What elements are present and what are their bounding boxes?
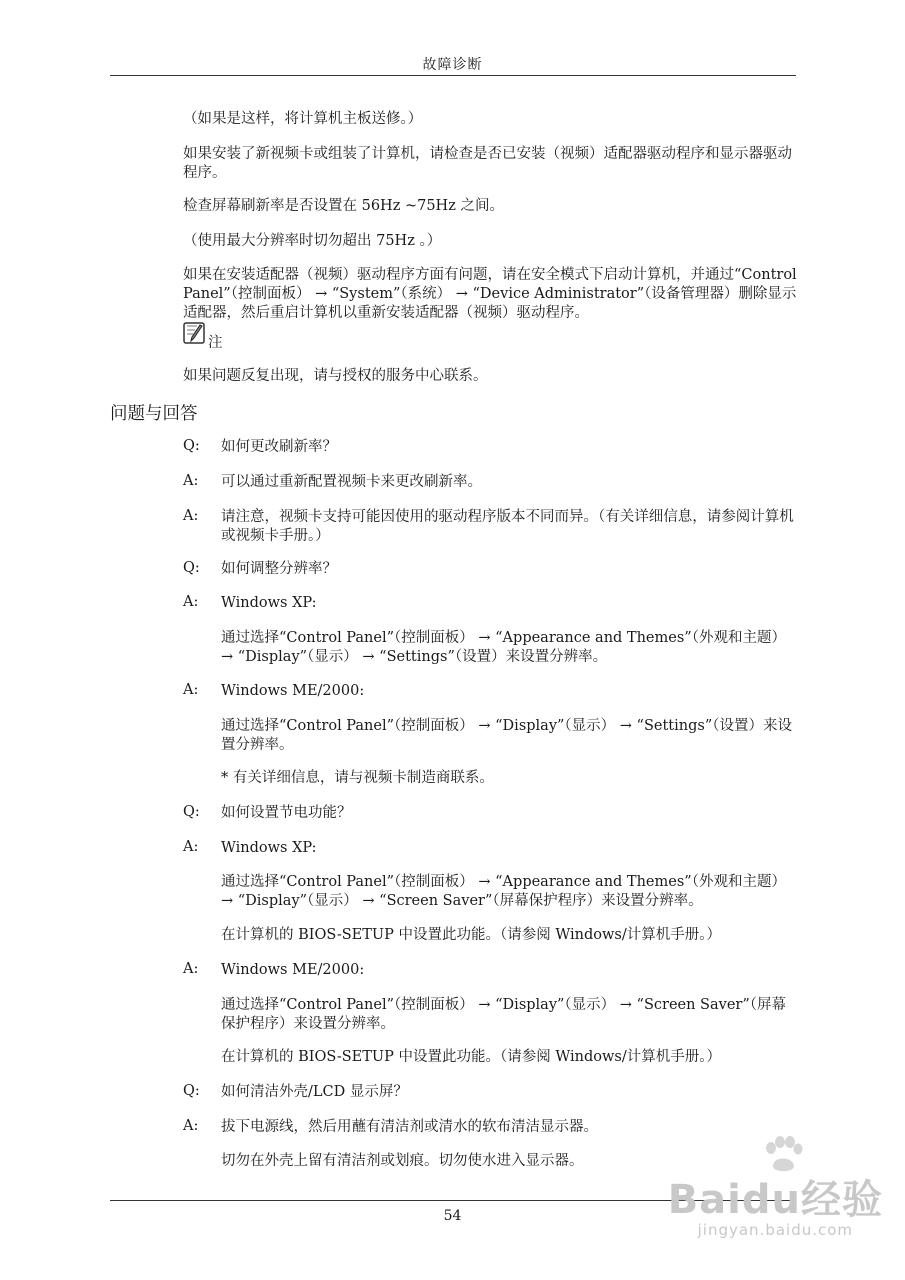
qa-label: A: [183, 839, 199, 855]
qa-label: Q: [183, 804, 200, 820]
qa-label: Q: [183, 560, 200, 576]
qa-label: A: [183, 1118, 199, 1134]
qa-text: 拔下电源线，然后用蘸有清洁剂或清水的软布清洁显示器。 [221, 1119, 598, 1135]
paragraph: 检查屏幕刷新率是否设置在 56Hz ~75Hz 之间。 [183, 198, 504, 214]
qa-label: A: [183, 961, 199, 977]
qa-text: 通过选择“Control Panel”（控制面板） → “Appearance and Themes”（外观和主题） → “Display”（显示） → “Screen Saver”（屏幕保护程序）来设置分辨率。 [221, 874, 786, 909]
qa-label: A: [183, 594, 199, 610]
header-rule [110, 75, 796, 76]
note-text: 如果问题反复出现，请与授权的服务中心联系。 [183, 368, 488, 384]
qa-text: Windows XP: [221, 840, 317, 856]
qa-text: Windows XP: [221, 595, 317, 611]
qa-text: Windows ME/2000: [221, 683, 365, 699]
qa-label: A: [183, 682, 199, 698]
qa-label: Q: [183, 438, 200, 454]
qa-text: 请注意，视频卡支持可能因使用的驱动程序版本不同而异。（有关详细信息，请参阅计算机或视频卡手册。） [221, 509, 794, 544]
qa-label: Q: [183, 1083, 200, 1099]
watermark-logo: Baidu经验 [667, 1177, 883, 1223]
section-title: 问题与回答 [110, 404, 198, 424]
qa-text: 通过选择“Control Panel”（控制面板） → “Display”（显示） → “Screen Saver”（屏幕保护程序）来设置分辨率。 [221, 997, 787, 1032]
qa-text: 通过选择“Control Panel”（控制面板） → “Display”（显示） → “Settings”（设置）来设置分辨率。 [221, 718, 792, 753]
note-pencil-icon [183, 322, 205, 344]
qa-text: 如何设置节电功能？ [221, 805, 352, 821]
qa-text: 在计算机的 BIOS-SETUP 中设置此功能。（请参阅 Windows/计算机手册。） [221, 927, 722, 943]
page-header-title: 故障诊断 [422, 57, 483, 73]
baidu-paw-icon [763, 1136, 803, 1174]
page-number: 54 [443, 1208, 462, 1224]
qa-text: * 有关详细信息，请与视频卡制造商联系。 [221, 770, 494, 786]
paragraph: 如果在安装适配器（视频）驱动程序方面有问题，请在安全模式下启动计算机，并通过“Control Panel”（控制面板） → “System”（系统） → “Device Administrator”（设备管理器）删除显示适配器，然后重启计算机以重新安装适配器（视频）驱动程序。 [183, 267, 797, 321]
paragraph: （使用最大分辨率时切勿超出 75Hz 。） [183, 233, 442, 249]
qa-text: 在计算机的 BIOS-SETUP 中设置此功能。（请参阅 Windows/计算机手册。） [221, 1049, 722, 1065]
qa-label: A: [183, 473, 199, 489]
qa-text: 通过选择“Control Panel”（控制面板） → “Appearance and Themes”（外观和主题） → “Display”（显示） → “Settings”（设置）来设置分辨率。 [221, 630, 786, 665]
qa-label: A: [183, 508, 199, 524]
qa-text: 可以通过重新配置视频卡来更改刷新率。 [221, 474, 482, 490]
qa-text: 切勿在外壳上留有清洁剂或划痕。切勿使水进入显示器。 [221, 1153, 584, 1169]
qa-text: Windows ME/2000: [221, 962, 365, 978]
qa-text: 如何清洁外壳/LCD 显示屏？ [221, 1084, 408, 1100]
qa-text: 如何调整分辨率？ [221, 561, 337, 577]
qa-text: 如何更改刷新率？ [221, 439, 337, 455]
watermark [668, 1168, 883, 1239]
paragraph: 如果安装了新视频卡或组装了计算机，请检查是否已安装（视频）适配器驱动程序和显示器驱动程序。 [183, 146, 792, 181]
paragraph: （如果是这样，将计算机主板送修。） [183, 111, 423, 127]
note-label: 注 [208, 335, 223, 351]
watermark-url: jingyan.baidu.com [697, 1221, 854, 1239]
